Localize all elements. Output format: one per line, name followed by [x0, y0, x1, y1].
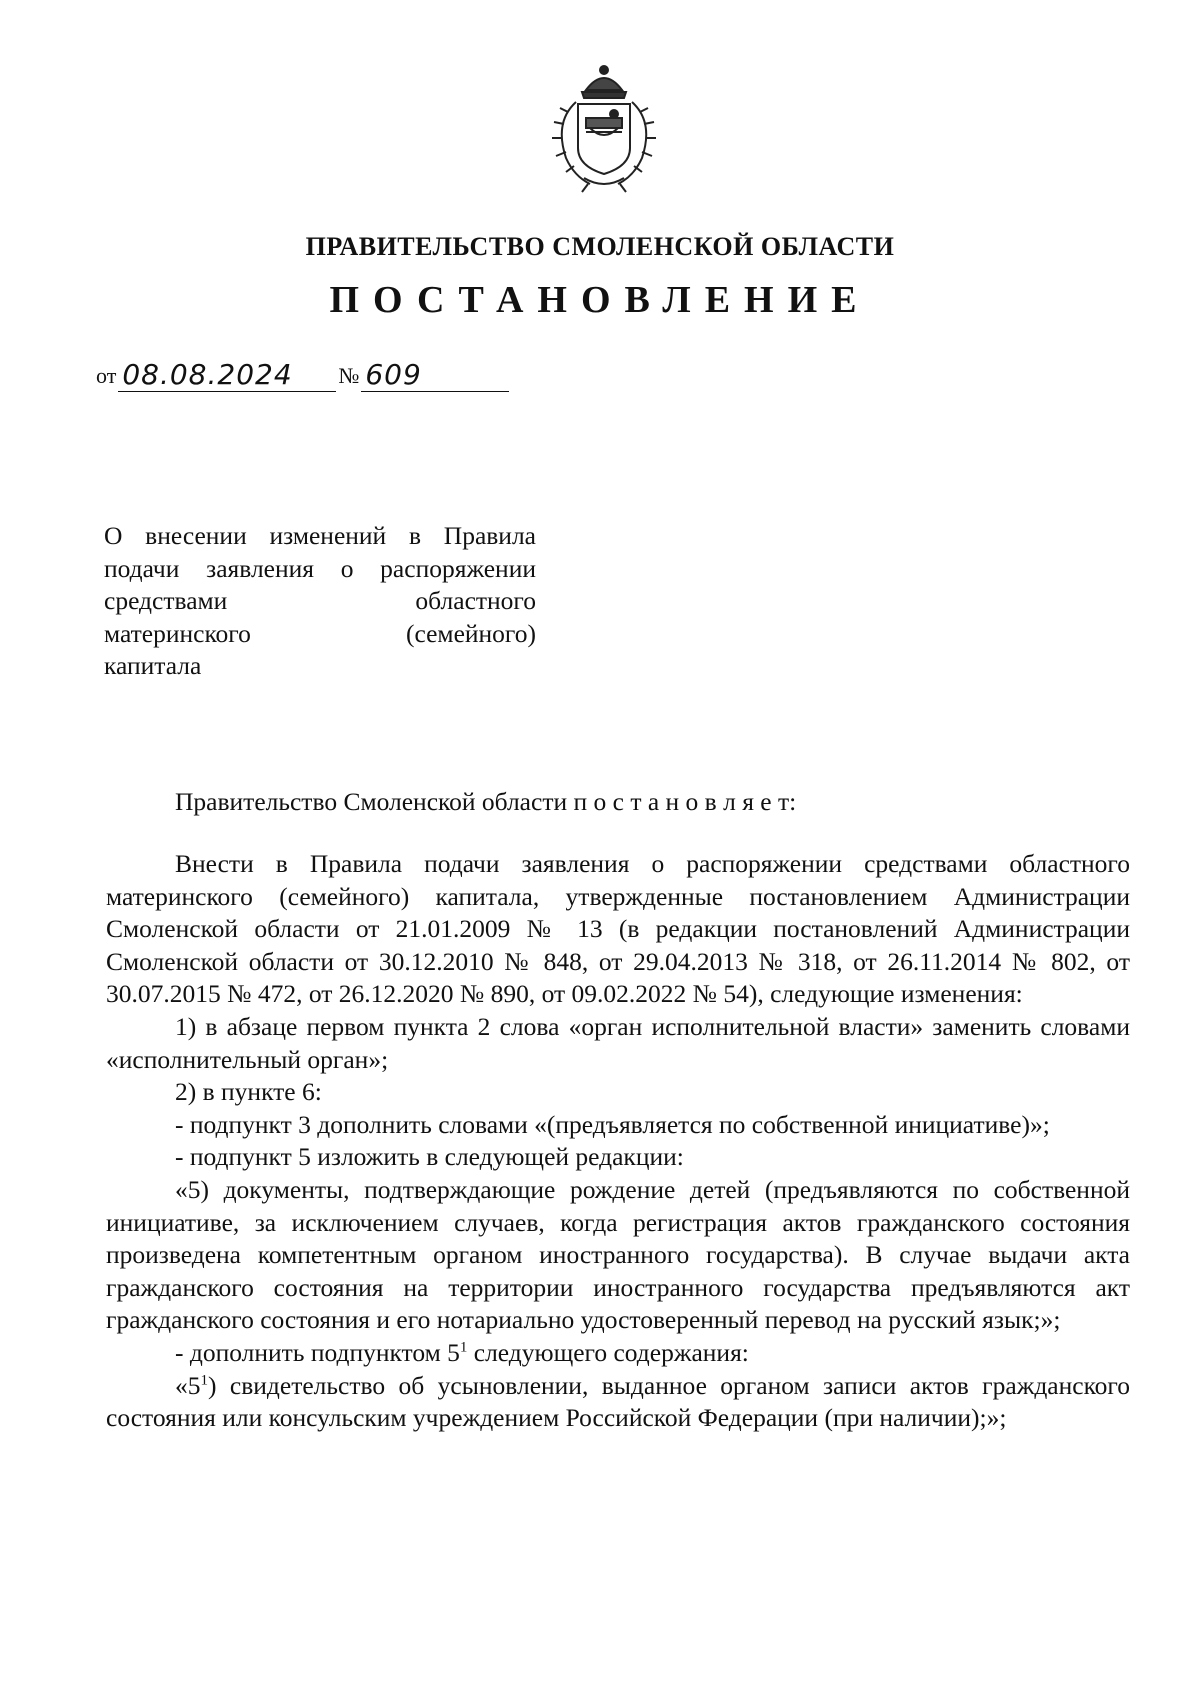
text-fragment: «5 — [175, 1370, 201, 1400]
body-paragraph: - подпункт 5 изложить в следующей редакции: — [175, 1142, 684, 1172]
text-fragment: - дополнить подпунктом 5 — [175, 1337, 460, 1367]
text-fragment: следующего содержания: — [467, 1337, 749, 1367]
document-type: ПОСТАНОВЛЕНИЕ — [329, 279, 871, 321]
number-value: 609 — [361, 359, 509, 392]
superscript: 1 — [459, 1339, 468, 1356]
number-prefix: № — [338, 363, 360, 388]
title-line: О внесении изменений в Правила — [104, 521, 536, 550]
document-title — [104, 520, 536, 683]
document-body — [106, 848, 1130, 1435]
coat-of-arms-icon — [548, 62, 660, 194]
date-value: 08.08.2024 — [118, 359, 336, 392]
body-paragraph: 1) в абзаце первом пункта 2 слова «орган исполнительной власти» заменить словами «исполнительный орган»; — [106, 1011, 1130, 1074]
title-line: материнского (семейного) — [104, 618, 536, 648]
title-line: подачи заявления о распоряжении — [104, 553, 536, 583]
body-paragraph: Внести в Правила подачи заявления о распоряжении средствами областного материнского (семейного) капитала, утвержденные постановлением Администрации Смоленской области от 21.01.2009 № 13 (в редакции постановлений Администрации Смоленской области от 30.12.2010 № 848, от 29.04.2013 № 318, от 26.11.2014 № 802, от 30.07.2015 № 472, от 26.12.2020 № 890, от 09.02.2022 № 54), следующие изменения: — [106, 849, 1130, 1009]
body-paragraph: - подпункт 3 дополнить словами «(предъявляется по собственной инициативе)»; — [175, 1109, 1050, 1139]
title-line: средствами областного — [104, 586, 536, 615]
text-fragment: ) свидетельство об усыновлении, выданное органом записи актов гражданского состояния или консульским учреждением Российской Федерации (при наличии);»; — [106, 1370, 1130, 1433]
date-number-line — [94, 352, 509, 392]
body-paragraph: 2) в пункте 6: — [175, 1077, 322, 1107]
body-paragraph — [106, 1337, 1130, 1370]
body-paragraph — [106, 1370, 1130, 1435]
title-line: капитала — [104, 651, 202, 680]
date-prefix: от — [96, 363, 117, 388]
superscript: 1 — [200, 1372, 208, 1388]
preamble: Правительство Смоленской области п о с т а н о в л я е т: — [175, 787, 797, 816]
organization-name: ПРАВИТЕЛЬСТВО СМОЛЕНСКОЙ ОБЛАСТИ — [305, 232, 895, 261]
body-paragraph: «5) документы, подтверждающие рождение детей (предъявляются по собственной инициативе, за исключением случаев, когда регистрация актов гражданского состояния произведена компетентным органом иностранного государства). В случае выдачи акта гражданского состояния на территории иностранного государства предъявляются акт гражданского состояния и его нотариально удостоверенный перевод на русский язык;»; — [106, 1174, 1130, 1335]
